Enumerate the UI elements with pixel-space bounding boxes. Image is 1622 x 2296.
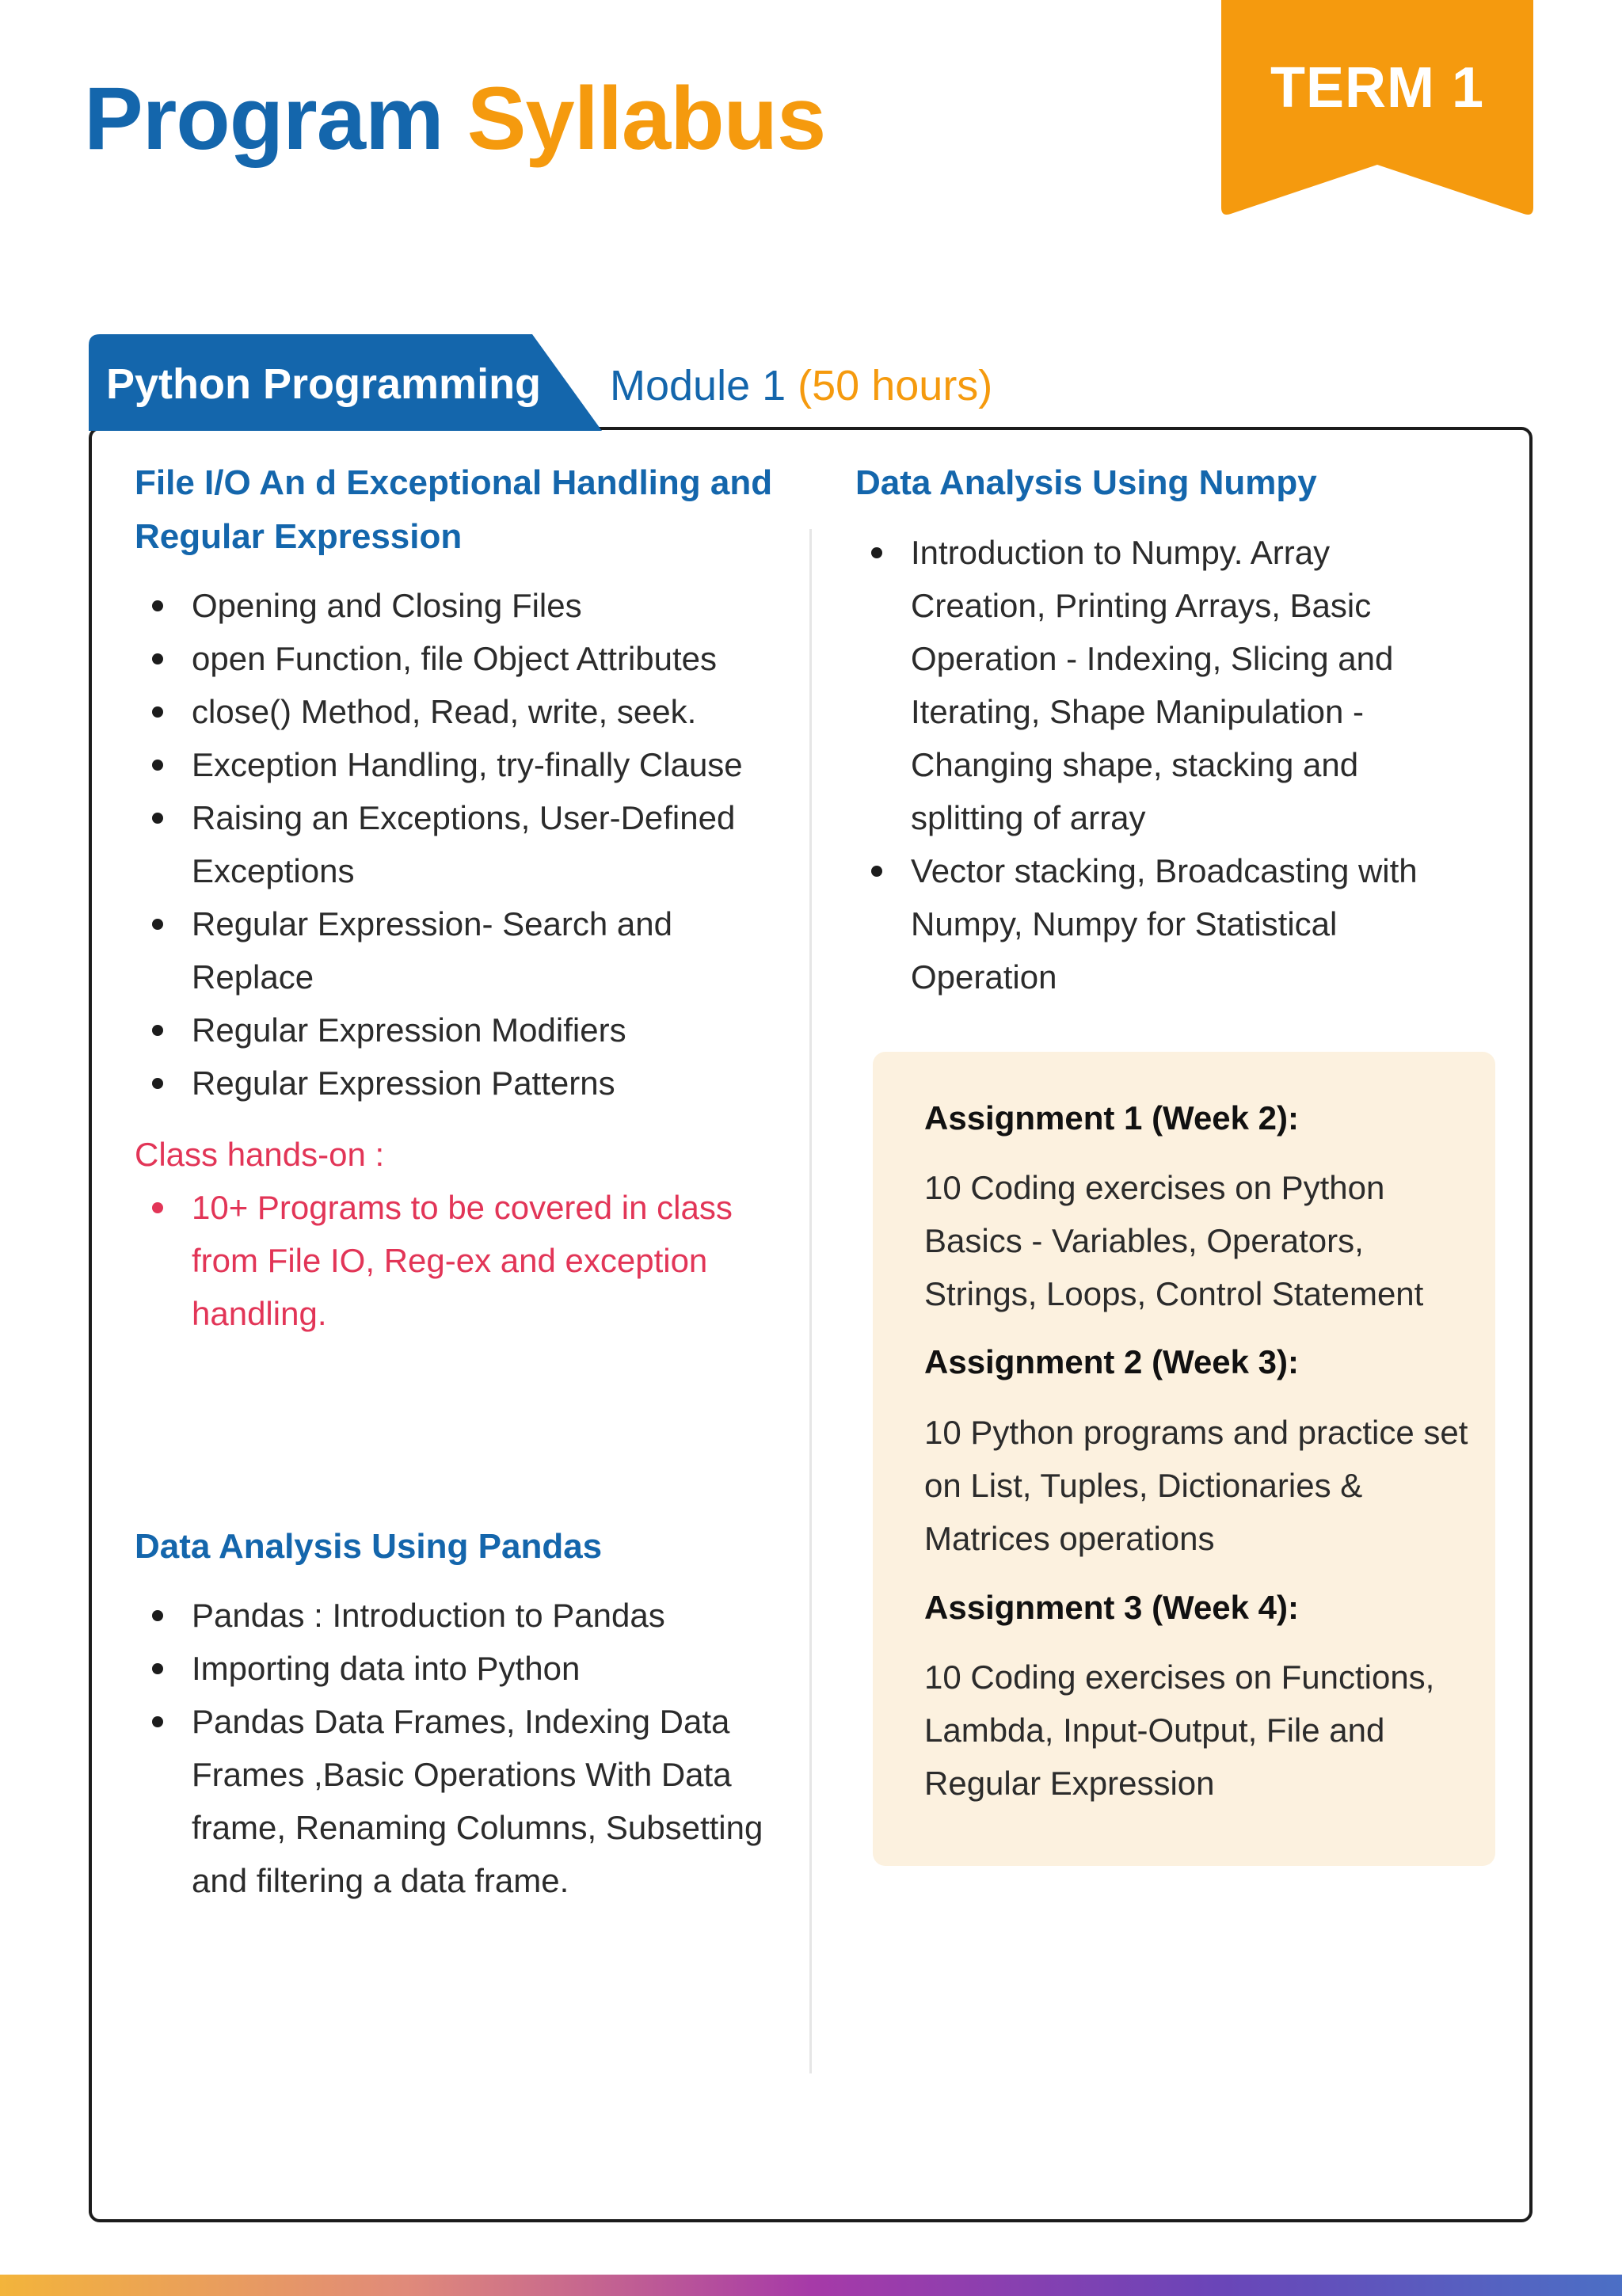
assignment-3-title: Assignment 3 (Week 4): [924, 1589, 1300, 1626]
list-item: Opening and Closing Files [136, 579, 801, 632]
pandas-topic-list [136, 1589, 782, 1907]
assignment-2-description: 10 Python programs and practice set on List, Tuples, Dictionaries & Matrices operations [924, 1414, 1468, 1557]
numpy-topic-list [855, 526, 1465, 1003]
assignment-3-description: 10 Coding exercises on Functions, Lambda, Input-Output, File and Regular Expression [924, 1658, 1435, 1802]
list-item: Importing data into Python [136, 1642, 782, 1695]
list-item: open Function, file Object Attributes [136, 632, 801, 685]
list-item: Regular Expression Modifiers [136, 1003, 801, 1057]
section-heading-line: File I/O An d Exceptional Handling and [135, 463, 773, 502]
term-badge-label: TERM 1 [1270, 56, 1485, 120]
list-item: 10+ Programs to be covered in class from File IO, Reg-ex and exception handling. [136, 1181, 770, 1340]
list-item: close() Method, Read, write, seek. [136, 685, 801, 738]
page-title [84, 70, 825, 167]
column-divider [809, 529, 812, 2073]
section-heading-numpy: Data Analysis Using Numpy [855, 463, 1317, 502]
list-item: Pandas Data Frames, Indexing Data Frames ,Basic Operations With Data frame, Renaming Columns, Subsetting and filtering a data frame. [136, 1695, 782, 1907]
title-word-syllabus: Syllabus [466, 69, 826, 168]
assignment-1-description: 10 Coding exercises on Python Basics - Variables, Operators, Strings, Loops, Control Statement [924, 1169, 1424, 1312]
section-heading-line: Regular Expression [135, 517, 463, 556]
assignment-1-title: Assignment 1 (Week 2): [924, 1099, 1300, 1137]
title-word-program: Program [84, 69, 444, 168]
assignment-2-title: Assignment 2 (Week 3): [924, 1343, 1300, 1380]
hands-on-label: Class hands-on : [135, 1136, 385, 1173]
list-item: Regular Expression- Search and Replace [136, 897, 722, 1003]
module-tab [89, 334, 602, 431]
module-title [610, 361, 992, 410]
hands-on-list [136, 1181, 770, 1340]
list-item: Exception Handling, try-finally Clause [136, 738, 801, 791]
file-io-topic-list [136, 579, 801, 1110]
list-item: Regular Expression Patterns [136, 1057, 801, 1110]
module-name: Module 1 [610, 362, 786, 409]
footer-gradient-bar [0, 2275, 1622, 2296]
list-item: Raising an Exceptions, User-Defined Exceptions [136, 791, 770, 897]
list-item: Introduction to Numpy. Array Creation, Printing Arrays, Basic Operation - Indexing, Slicing and Iterating, Shape Manipulation - Changing shape, stacking and splitting of array [855, 526, 1465, 844]
section-heading-pandas: Data Analysis Using Pandas [135, 1527, 603, 1566]
list-item: Vector stacking, Broadcasting with Numpy, Numpy for Statistical Operation [855, 844, 1465, 1003]
list-item: Pandas : Introduction to Pandas [136, 1589, 782, 1642]
module-hours: (50 hours) [798, 362, 993, 409]
module-tab-label: Python Programming [106, 360, 542, 408]
section-heading-file-io [135, 456, 800, 564]
term-badge [1221, 0, 1533, 219]
